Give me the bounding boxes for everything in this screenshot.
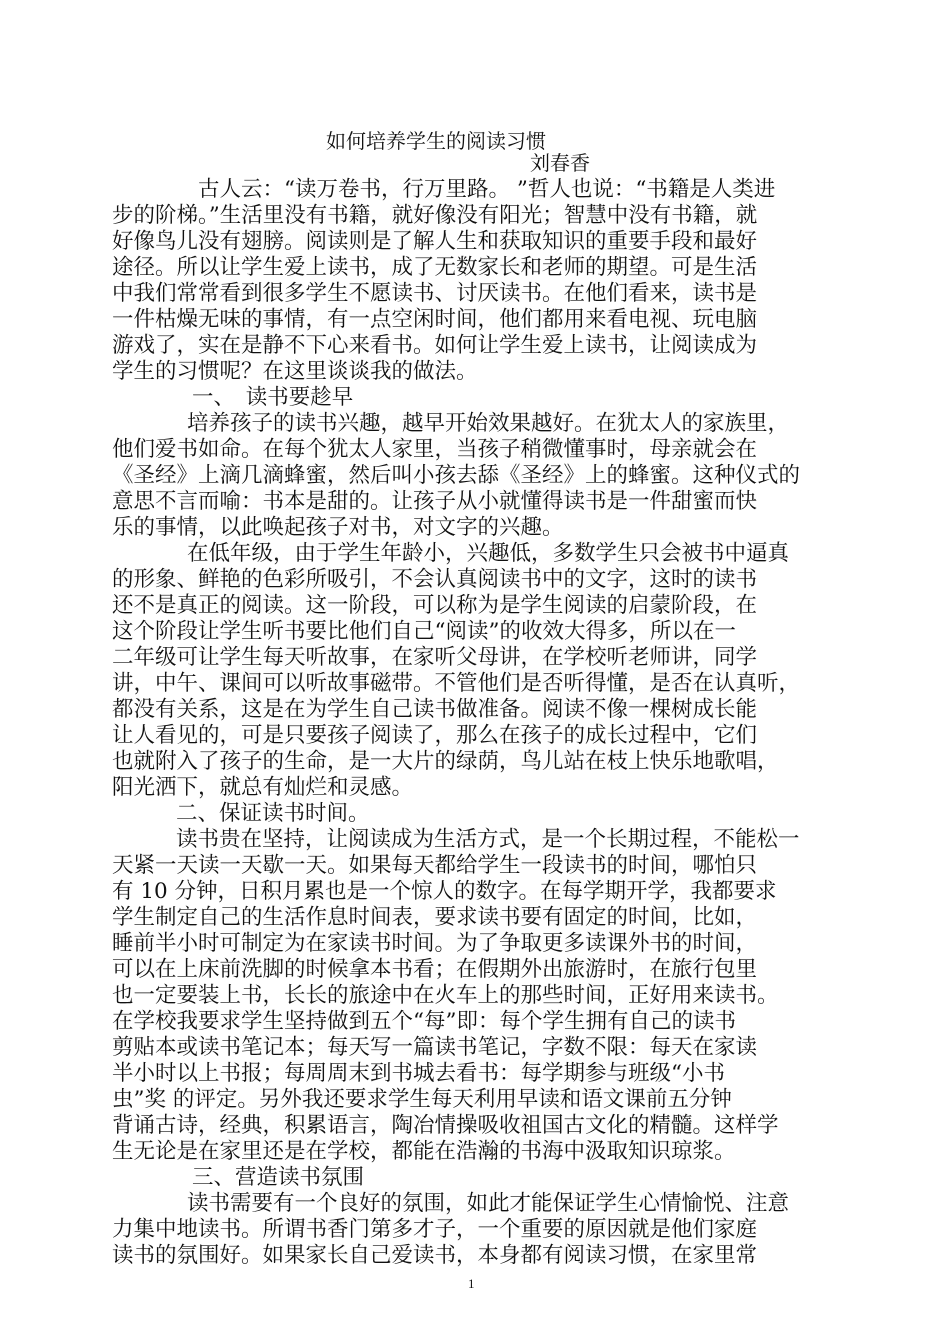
body-line: 乐的事情，以此唤起孩子对书，对文字的兴趣。	[112, 515, 564, 540]
document-author: 刘春香	[530, 151, 590, 175]
document-title: 如何培养学生的阅读习惯	[326, 129, 546, 153]
body-line: 读书贵在坚持，让阅读成为生活方式，是一个长期过程，不能松一	[176, 827, 800, 852]
body-line: 意思不言而喻：书本是甜的。让孩子从小就懂得读书是一件甜蜜而快	[112, 489, 758, 514]
body-line: 讲，中午、课间可以听故事磁带。不管他们是否听得懂，是否在认真听，	[112, 671, 801, 696]
body-line: 培养孩子的读书兴趣，越早开始效果越好。在犹太人的家族里，	[187, 411, 790, 436]
body-line: 读书的氛围好。如果家长自己爱读书，本身都有阅读习惯，在家里常	[112, 1243, 758, 1268]
body-line: 背诵古诗，经典，积累语言，陶冶情操吸收祖国古文化的精髓。这样学	[112, 1113, 779, 1138]
body-line: 《圣经》上滴几滴蜂蜜，然后叫小孩去舔《圣经》上的蜂蜜。这种仪式的	[112, 463, 801, 488]
body-line: 还不是真正的阅读。这一阶段，可以称为是学生阅读的启蒙阶段，在	[112, 593, 758, 618]
body-line: 步的阶梯。”生活里没有书籍，就好像没有阳光；智慧中没有书籍，就	[112, 203, 758, 228]
body-line: 阳光洒下，就总有灿烂和灵感。	[112, 775, 414, 800]
body-line: 半小时以上书报；每周周末到书城去看书：每学期参与班级“小书	[112, 1061, 725, 1086]
body-line: 天紧一天读一天歇一天。如果每天都给学生一段读书的时间，哪怕只	[112, 853, 758, 878]
body-line: 也就附入了孩子的生命，是一大片的绿荫，鸟儿站在枝上快乐地歌唱，	[112, 749, 779, 774]
body-line: 也一定要装上书，长长的旅途中在火车上的那些时间，正好用来读书。	[112, 983, 779, 1008]
body-line: 古人云：“读万卷书，行万里路。 ”哲人也说：“书籍是人类进	[198, 177, 776, 202]
section-heading: 二、保证读书时间。	[176, 801, 370, 826]
body-line: 都没有关系，这是在为学生自己读书做准备。阅读不像一棵树成长能	[112, 697, 758, 722]
body-line: 的形象、鲜艳的色彩所吸引，不会认真阅读书中的文字，这时的读书	[112, 567, 758, 592]
body-line: 有 10 分钟，日积月累也是一个惊人的数字。在每学期开学，我都要求	[112, 879, 777, 904]
body-line: 游戏了，实在是静不下心来看书。如何让学生爱上读书，让阅读成为	[112, 333, 758, 358]
body-line: 在学校我要求学生坚持做到五个“每”即：每个学生拥有自己的读书	[112, 1009, 736, 1034]
body-line: 途径。所以让学生爱上读书，成了无数家长和老师的期望。可是生活	[112, 255, 758, 280]
body-line: 二年级可让学生每天听故事，在家听父母讲，在学校听老师讲，同学	[112, 645, 758, 670]
body-line: 读书需要有一个良好的氛围，如此才能保证学生心情愉悦、注意	[187, 1191, 790, 1216]
body-line: 中我们常常看到很多学生不愿读书、讨厌读书。在他们看来，读书是	[112, 281, 758, 306]
body-line: 虫”奖 的评定。另外我还要求学生每天利用早读和语文课前五分钟	[112, 1087, 732, 1112]
section-heading: 一、 读书要趁早	[192, 385, 354, 410]
body-line: 学生制定自己的生活作息时间表，要求读书要有固定的时间，比如，	[112, 905, 758, 930]
body-line: 好像鸟儿没有翅膀。阅读则是了解人生和获取知识的重要手段和最好	[112, 229, 758, 254]
body-line: 一件枯燥无味的事情，有一点空闲时间，他们都用来看电视、玩电脑	[112, 307, 758, 332]
body-line: 让人看见的，可是只要孩子阅读了，那么在孩子的成长过程中，它们	[112, 723, 758, 748]
body-line: 力集中地读书。所谓书香门第多才子，一个重要的原因就是他们家庭	[112, 1217, 758, 1242]
body-line: 学生的习惯呢？在这里谈谈我的做法。	[112, 359, 478, 384]
body-line: 剪贴本或读书笔记本；每天写一篇读书笔记，字数不限：每天在家读	[112, 1035, 758, 1060]
page-number: 1	[468, 1276, 475, 1291]
section-heading: 三、营造读书氛围	[192, 1165, 365, 1190]
body-line: 可以在上床前洗脚的时候拿本书看；在假期外出旅游时，在旅行包里	[112, 957, 758, 982]
body-line: 这个阶段让学生听书要比他们自己“阅读”的收效大得多，所以在一	[112, 619, 736, 644]
body-line: 在低年级，由于学生年龄小，兴趣低，多数学生只会被书中逼真	[187, 541, 790, 566]
body-line: 生无论是在家里还是在学校，都能在浩瀚的书海中汲取知识琼浆。	[112, 1139, 736, 1164]
body-line: 睡前半小时可制定为在家读书时间。为了争取更多读课外书的时间，	[112, 931, 758, 956]
body-line: 他们爱书如命。在每个犹太人家里，当孩子稍微懂事时，母亲就会在	[112, 437, 758, 462]
